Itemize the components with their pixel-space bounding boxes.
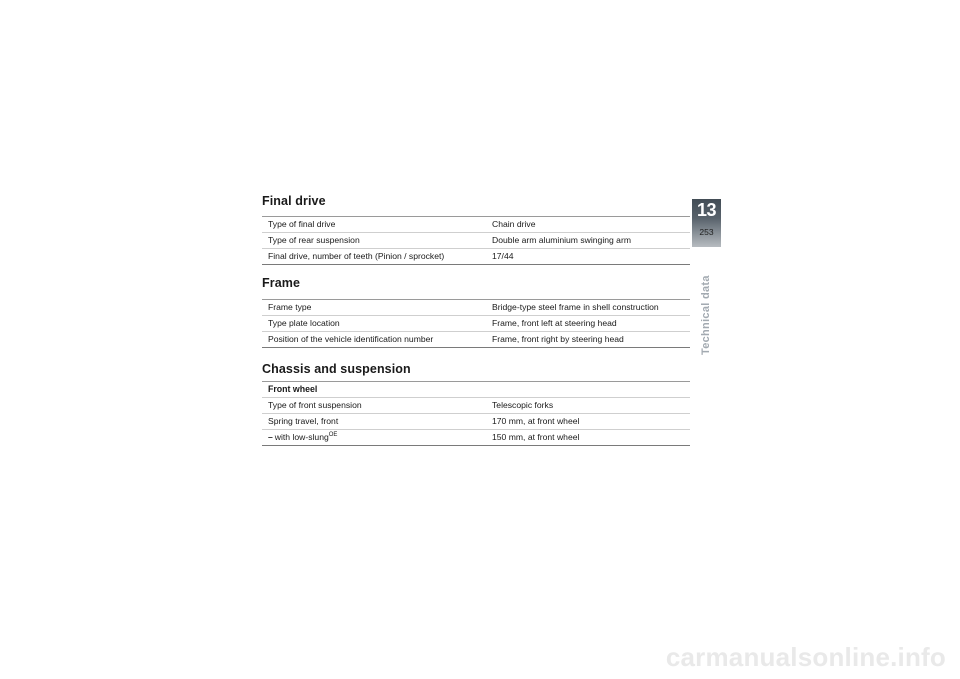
- section-heading: Frame: [262, 276, 301, 290]
- row-label: [262, 430, 486, 446]
- row-label: Position of the vehicle identification number: [262, 332, 486, 348]
- table-row: [262, 249, 690, 265]
- row-value: Bridge-type steel frame in shell construction: [492, 302, 659, 312]
- row-label: Type of front suspension: [262, 398, 486, 414]
- final-drive-section: [262, 194, 690, 265]
- row-label: Type of rear suspension: [262, 233, 486, 249]
- table-row: [262, 332, 690, 348]
- row-value: 150 mm, at front wheel: [486, 430, 690, 446]
- row-value: Double arm aluminium swinging arm: [486, 233, 690, 249]
- chapter-number: 13: [696, 200, 717, 220]
- row-label: Final drive, number of teeth (Pinion / sprocket): [262, 249, 486, 265]
- chapter-tab: [692, 199, 721, 247]
- page-number: 253: [699, 227, 714, 237]
- table-row: [262, 233, 690, 249]
- table-row: [262, 316, 690, 332]
- table-row: [262, 300, 690, 316]
- row-value: Frame, front right by steering head: [486, 332, 690, 348]
- frame-table: [262, 299, 690, 348]
- section-heading: Final drive: [262, 194, 326, 208]
- row-label: Type plate location: [262, 316, 486, 332]
- final-drive-table: [262, 216, 690, 265]
- row-label: Type of final drive: [268, 219, 336, 229]
- row-value: Telescopic forks: [486, 398, 690, 414]
- table-subheading-row: [262, 382, 690, 398]
- row-value: 170 mm, at front wheel: [486, 414, 690, 430]
- page-content: [262, 194, 690, 446]
- row-label: Spring travel, front: [262, 414, 486, 430]
- chapter-side-label: Technical data: [700, 275, 712, 355]
- table-subheading: Front wheel: [268, 384, 318, 394]
- chassis-section: [262, 362, 690, 446]
- dash-marker: –: [268, 432, 273, 442]
- table-row: [262, 430, 690, 446]
- frame-section: [262, 276, 690, 348]
- watermark: carmanualsonline.info: [665, 642, 946, 672]
- row-value: 17/44: [486, 249, 690, 265]
- optional-equipment-mark: OE: [328, 432, 338, 438]
- row-label: Frame type: [268, 302, 312, 312]
- section-heading: Chassis and suspension: [262, 362, 411, 376]
- table-row: [262, 217, 690, 233]
- row-label-text: with low-slung: [274, 432, 329, 442]
- chassis-table: [262, 381, 690, 446]
- row-value: Frame, front left at steering head: [486, 316, 690, 332]
- table-row: [262, 414, 690, 430]
- row-value: Chain drive: [492, 219, 536, 229]
- table-row: [262, 398, 690, 414]
